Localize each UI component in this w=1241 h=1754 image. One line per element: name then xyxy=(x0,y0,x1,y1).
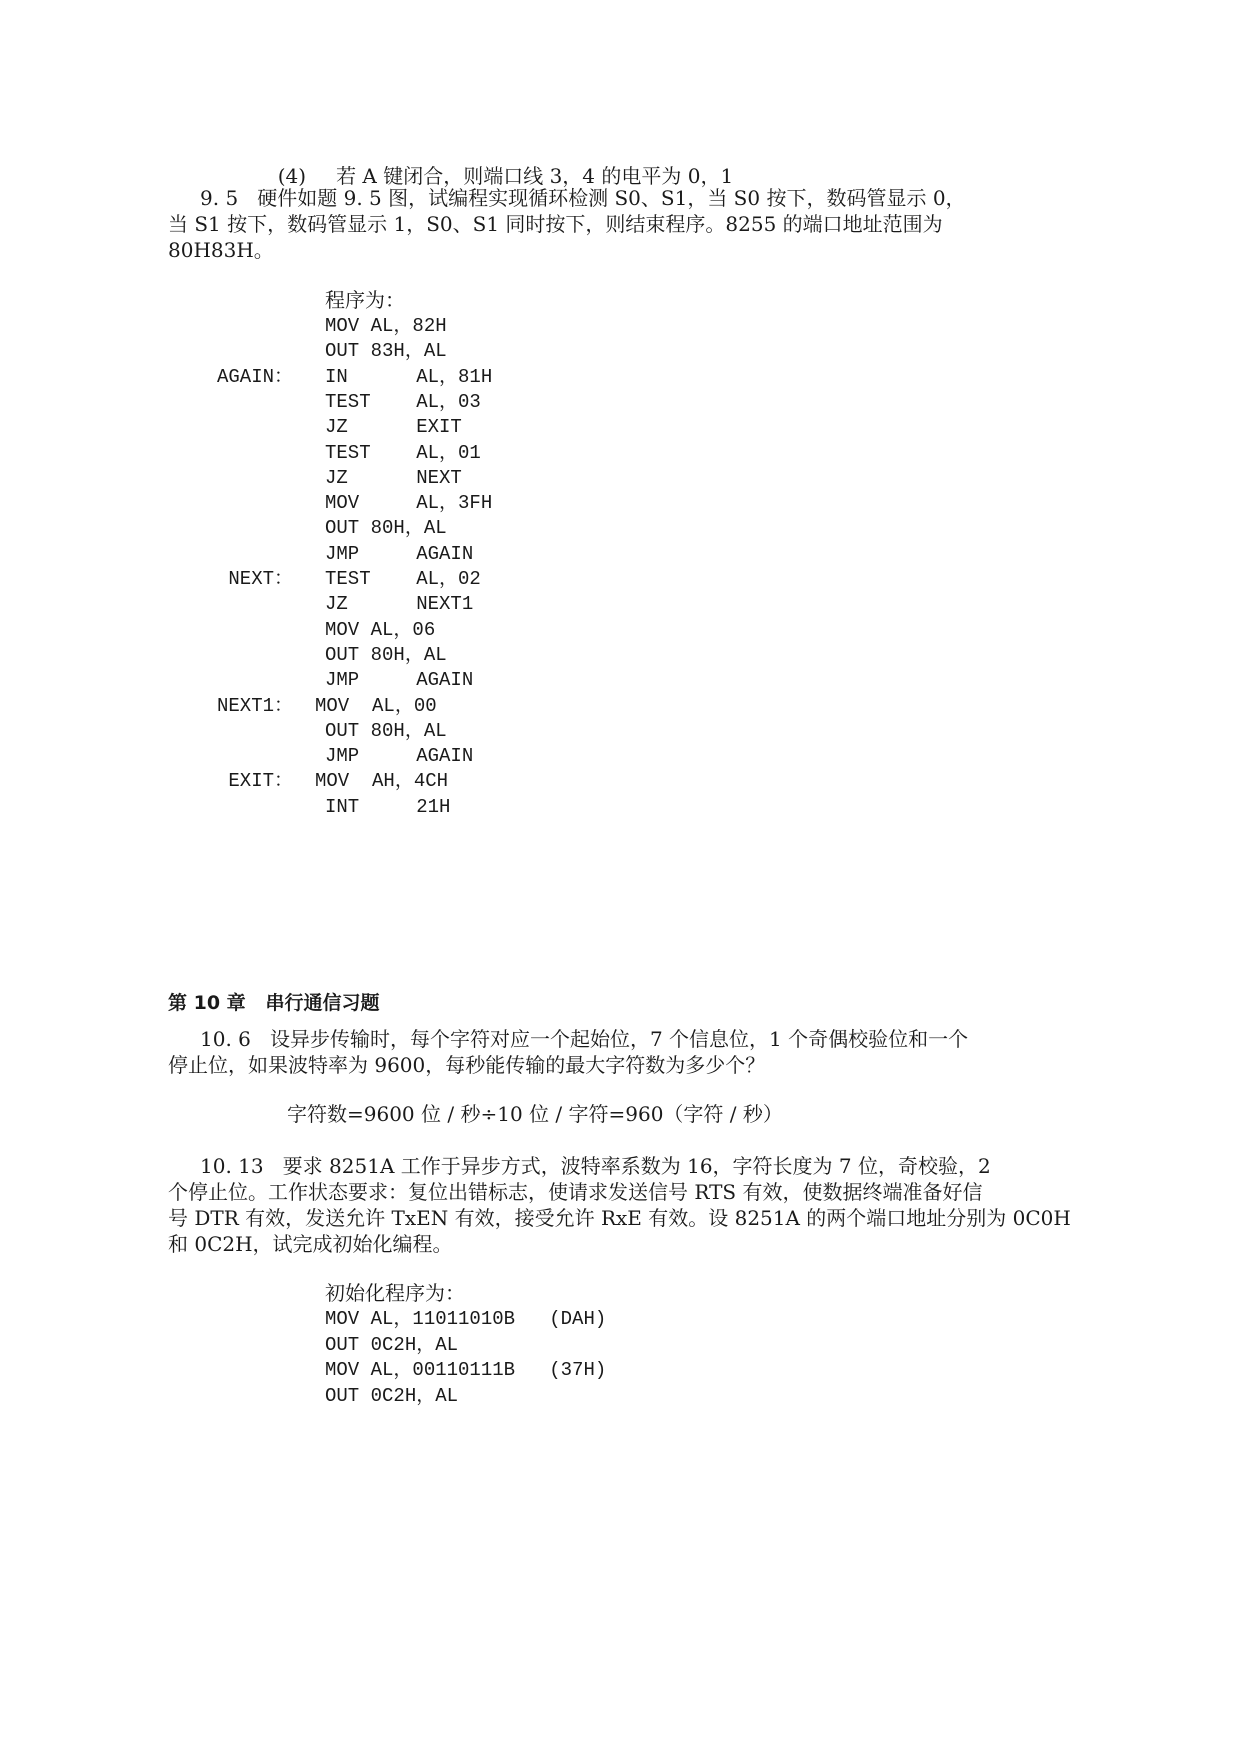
question-line: 80H83H。 xyxy=(168,238,274,262)
program-title: 程序为： xyxy=(325,288,405,312)
code-instruction: JZ NEXT xyxy=(325,466,462,489)
item-text: 若 A 键闭合，则端口线 3，4 的电平为 0，1 xyxy=(336,164,734,188)
question-line: 10. 6 设异步传输时，每个字符对应一个起始位，7 个信息位，1 个奇偶校验位和一个 xyxy=(200,1027,969,1051)
code-instruction: MOV AH，4CH xyxy=(315,770,449,793)
question-line: 10. 13 要求 8251A 工作于异步方式，波特率系数为 16，字符长度为 7 位，奇校验，2 xyxy=(200,1154,991,1178)
question-line: 当 S1 按下，数码管显示 1，S0、S1 同时按下，则结束程序。8255 的端口地址范围为 xyxy=(168,212,943,236)
code-instruction: JMP AGAIN xyxy=(325,542,474,565)
code-instruction: MOV AL，82H xyxy=(325,315,447,337)
code-instruction: JMP AGAIN xyxy=(325,745,474,768)
code-instruction: TEST AL，01 xyxy=(325,441,481,464)
program-title: 初始化程序为： xyxy=(325,1281,465,1305)
code-instruction: IN AL，81H xyxy=(325,365,493,388)
code-instruction: TEST AL，02 xyxy=(325,568,481,590)
code-instruction: OUT 80H，AL xyxy=(325,719,447,742)
code-line: MOV AL，11011010B (DAH) xyxy=(325,1308,607,1330)
code-instruction: MOV AL，06 xyxy=(325,618,436,641)
code-instruction: OUT 80H，AL xyxy=(325,643,447,666)
code-line: OUT 0C2H，AL xyxy=(325,1333,459,1356)
code-line: MOV AL，00110111B (37H) xyxy=(325,1359,607,1381)
code-instruction: INT 21H xyxy=(325,795,451,818)
code-label: NEXT1： xyxy=(216,694,293,717)
code-instruction: OUT 80H，AL xyxy=(325,517,447,540)
code-instruction: MOV AL，3FH xyxy=(325,492,493,515)
code-label: EXIT： xyxy=(228,770,293,793)
code-instruction: JMP AGAIN xyxy=(325,669,474,692)
answer-line: 字符数=9600 位 / 秒÷10 位 / 字符=960（字符 / 秒） xyxy=(287,1102,783,1126)
code-instruction: JZ EXIT xyxy=(325,416,462,439)
question-line: 个停止位。工作状态要求：复位出错标志，使请求发送信号 RTS 有效，使数据终端准备好信 xyxy=(168,1180,983,1204)
code-instruction: JZ NEXT1 xyxy=(325,593,474,616)
chapter-heading: 第 10 章 串行通信习题 xyxy=(168,992,380,1014)
question-line: 9. 5 硬件如题 9. 5 图，试编程实现循环检测 S0、S1，当 S0 按下，数码管显示 0， xyxy=(200,186,966,210)
code-instruction: TEST AL，03 xyxy=(325,390,481,413)
question-line: 号 DTR 有效，发送允许 TxEN 有效，接受允许 RxE 有效。设 8251A 的两个端口地址分别为 0C0H xyxy=(168,1206,1071,1230)
code-instruction: MOV AL，00 xyxy=(315,694,437,717)
question-line: 停止位，如果波特率为 9600，每秒能传输的最大字符数为多少个？ xyxy=(168,1053,766,1077)
code-line: OUT 0C2H，AL xyxy=(325,1384,459,1407)
question-line: 和 0C2H，试完成初始化编程。 xyxy=(168,1232,453,1256)
code-label: NEXT： xyxy=(228,568,293,590)
item-number: (4) xyxy=(277,164,307,188)
code-instruction: OUT 83H，AL xyxy=(325,340,447,363)
code-label: AGAIN： xyxy=(216,365,293,388)
item-4 xyxy=(265,134,733,190)
